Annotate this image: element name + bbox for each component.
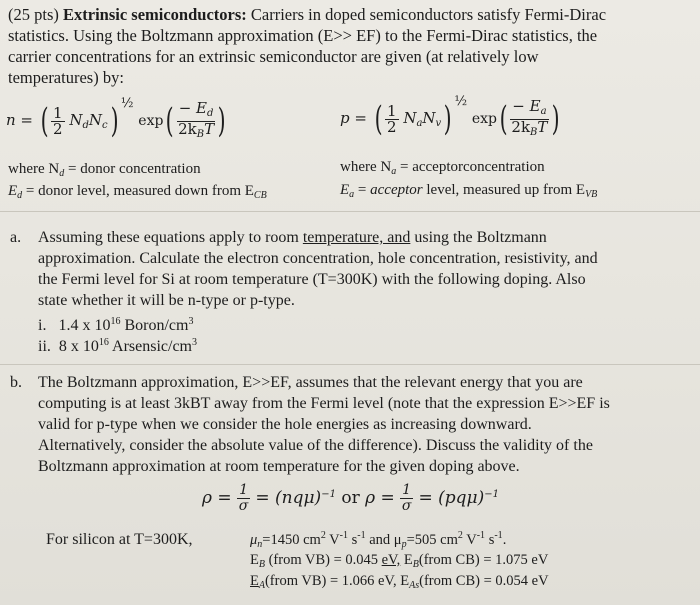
intro-line-2: statistics. Using the Boltzmann approximation (E>> EF) to the Fermi-Dirac statistics, the (8, 26, 598, 45)
part-a-label: a. (10, 229, 22, 246)
part-a-line-2: approximation. Calculate the electron concentration, hole concentration, resistivity, and (38, 250, 598, 267)
exp-label: exp (138, 113, 164, 129)
part-a-line-1: Assuming these equations apply to room temperature, and using the Boltzmann (38, 229, 547, 246)
problem-title: Extrinsic semiconductors: (63, 5, 247, 24)
n-equation: n = ( $\frac{1}{2}$ $N_dN_c$) ½ exp( $\frac{- E_d}{2k_BT}$ ) (6, 96, 227, 141)
mobility-line: $\mu_n=1450$ $cm^2$ $V^{-1}$ $s^{-1}$ and $\mu_p=505$ $cm^2$ $V^{-1}$ $s^{-1}$. (250, 530, 507, 550)
boron-energy-line: $E_B$ (from VB) = 0.045 eV, $E_B(from$ CB) = 1.075 eV (250, 552, 549, 570)
def-donor-concentration: where $N_d$ = donor concentration (8, 161, 201, 179)
p-equation: p = ( $\frac{1}{2}$ $N_aN_v$) ½ exp( $\frac{- E_a}{2k_BT}$ ) (340, 94, 560, 139)
part-b-line-2: computing is at least 3kBT away from the Fermi level (note that the expression E>>EF is (38, 395, 610, 412)
part-b-line-4: Alternatively, consider the absolute value of the difference). Discuss the validity of the (38, 437, 593, 454)
points-label: (25 pts) (8, 5, 59, 24)
part-b-line-5: Boltzmann approximation at room temperature for the given doping above. (38, 458, 520, 475)
def-acceptor-concentration: where $N_a$ = acceptorconcentration (340, 159, 545, 177)
intro-text: Carriers in doped semiconductors satisfy Fermi-Dirac (250, 5, 607, 24)
divider (0, 211, 700, 212)
intro-line-4: temperatures) by: (8, 68, 124, 87)
part-a-item-ii: ii. 8 x $10^{16}$ Arsensic/$cm^3$ (38, 337, 197, 355)
def-donor-level: $E_d$ = donor level, measured down from $E_{CB}$ (8, 183, 267, 201)
part-a-line-4: state whether it will be n-type or p-type. (38, 292, 295, 309)
resistivity-equation: ρ = $\frac{1}{\sigma}$ = $(nq\mu)^{-1}$ or ρ = $\frac{1}{\sigma}$ = $(pq\mu)^{-1}$ (202, 482, 499, 514)
part-b-line-3: valid for p-type when we consider the hole energies as increasing downward. (38, 416, 532, 433)
part-a-item-i: i. 1.4 x $10^{16}$ Boron/$cm^3$ (38, 316, 194, 334)
def-acceptor-level: $E_a$ = acceptor level, measured up from $E_{VB}$ (340, 182, 598, 200)
divider (0, 364, 700, 365)
n-lhs: n = (6, 111, 33, 129)
p-exp-fraction: $\frac{- E_a}{2k_BT}$ (511, 96, 548, 138)
intro-line-3: carrier concentrations for an extrinsic semiconductor are given (at relatively low (8, 47, 539, 66)
intro-line-1 (8, 4, 606, 25)
n-exp-fraction: $\frac{- E_d}{2k_BT}$ (178, 98, 215, 140)
half-fraction: $\frac{1}{2}$ (53, 103, 63, 138)
part-b-label: b. (10, 374, 22, 391)
part-a-line-3: the Fermi level for Si at room temperature (T=300K) with the following doping. Also (38, 271, 586, 288)
p-lhs: p = (340, 109, 367, 127)
part-b-line-1: The Boltzmann approximation, E>>EF, assumes that the relevant energy that you are (38, 374, 583, 391)
arsenic-energy-line: $E_A(from$ VB) = 1.066 eV, $E_{As}(from$ CB) = 0.054 eV (250, 573, 549, 591)
silicon-label: For silicon at T=300K, (46, 531, 193, 548)
